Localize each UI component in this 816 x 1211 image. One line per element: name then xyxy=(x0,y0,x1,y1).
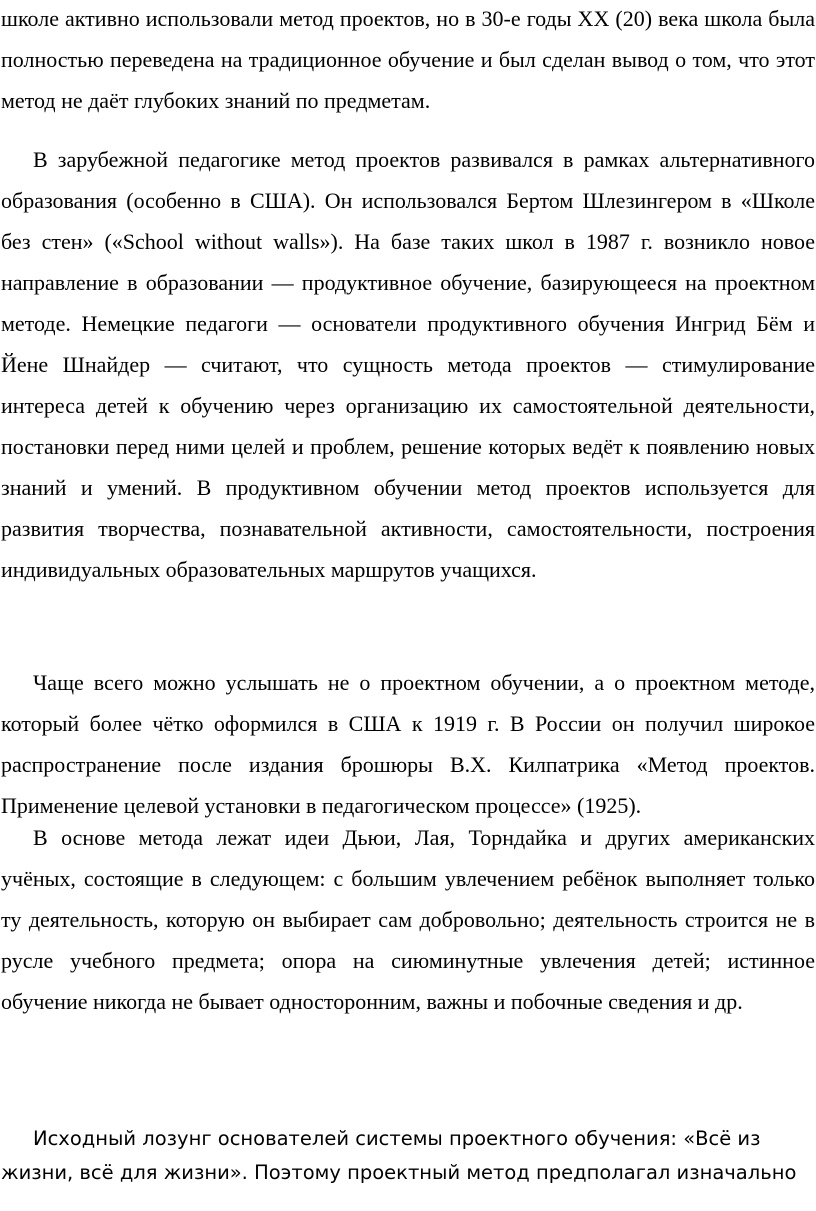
paragraph-method-basis: В основе метода лежат идеи Дьюи, Лая, Торндайка и других американских учёных, состоящие в следующем: с большим увлечением ребёнок выполняет только ту деятельность, которую он выбирает сам добровольно; деятельность строится не в русле учебного предмета; опора на сиюминутные увлечения детей; истинное обучение никогда не бывает односторонним, важны и побочные сведения и др. xyxy=(1,825,815,1014)
paragraph-slogan: Исходный лозунг основателей системы проектного обучения: «Всё из жизни, всё для жизни». Поэтому проектный метод предполагал изначально xyxy=(1,1127,797,1184)
paragraph-continuation: школе активно использовали метод проектов, но в 30-е годы XX (20) века школа была полностью переведена на традиционное обучение и был сделан вывод о том, что этот метод не даёт глубоких знаний по предметам. xyxy=(1,6,815,113)
paragraph-foreign-pedagogy: В зарубежной педагогике метод проектов развивался в рамках альтернативного образования (особенно в США). Он использовался Бертом Шлезингером в «Школе без стен» («School without walls»). На базе таких школ в 1987 г. возникло новое направление в образовании — продуктивное обучение, базирующееся на проектном методе. Немецкие педагоги — основатели продуктивного обучения Ингрид Бём и Йене Шнайдер — считают, что сущность метода проектов — стимулирование интереса детей к обучению через организацию их самостоятельной деятельности, постановки перед ними целей и проблем, решение которых ведёт к появлению новых знаний и умений. В продуктивном обучении метод проектов используется для развития творчества, познавательной активности, самостоятельности, построения индивидуальных образовательных маршрутов учащихся. xyxy=(1,147,815,582)
paragraph-project-method: Чаще всего можно услышать не о проектном обучении, а о проектном методе, который более чётко оформился в США к 1919 г. В России он получил широкое распространение после издания брошюры В.Х. Килпатрика «Метод проектов. Применение целевой установки в педагогическом процессе» (1925). xyxy=(1,670,815,818)
